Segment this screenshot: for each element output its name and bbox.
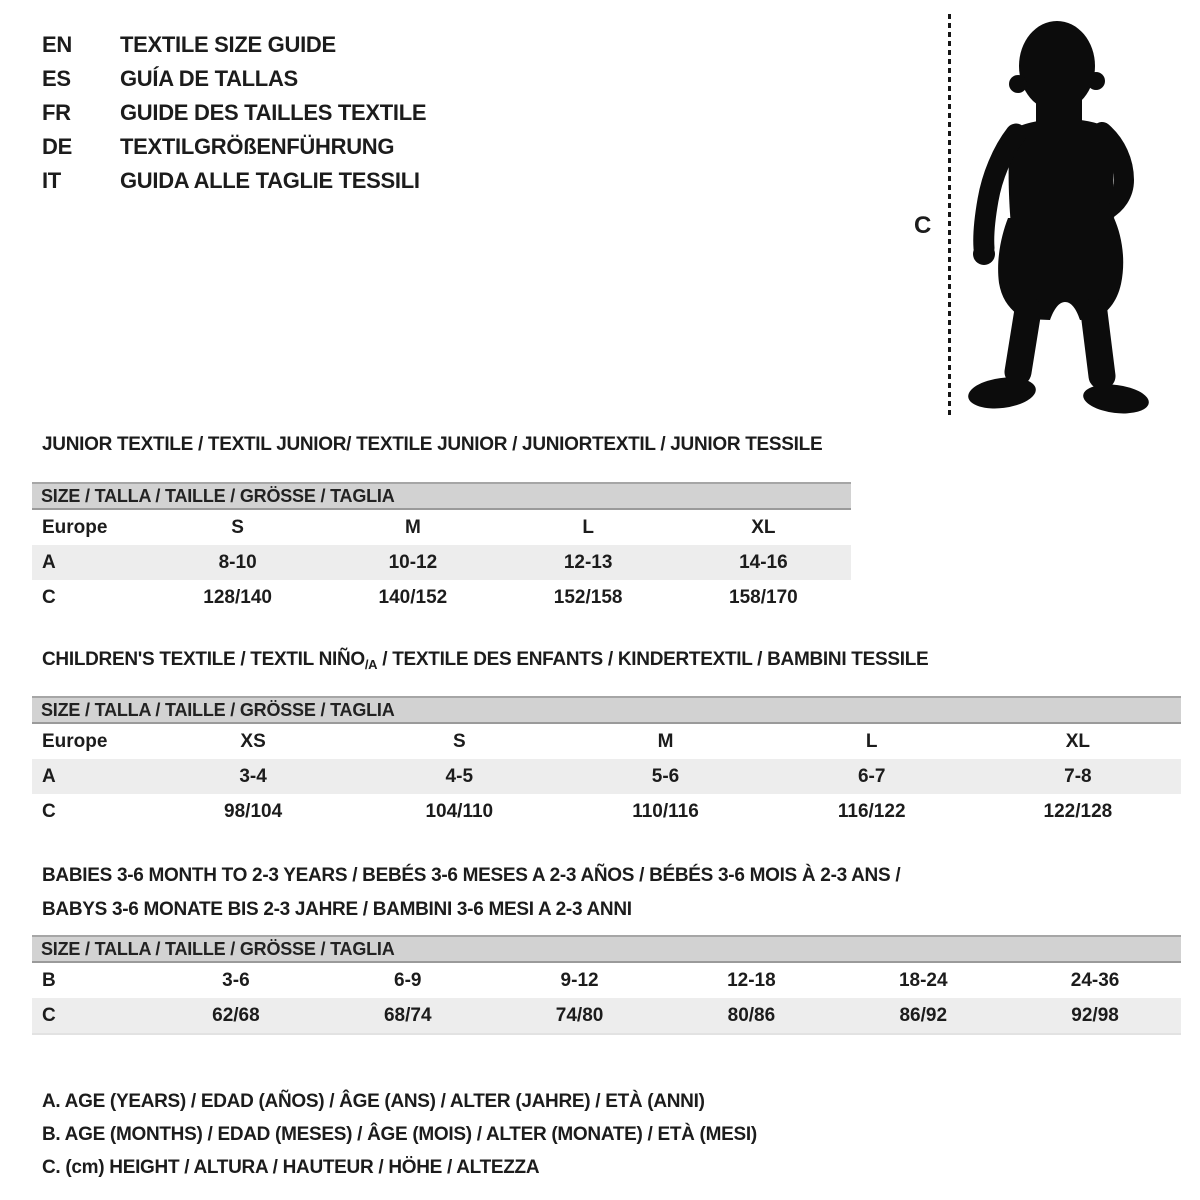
row-label: Europe [42, 516, 108, 538]
row-label: C [42, 800, 56, 822]
language-code: EN [42, 32, 72, 57]
value-cell: 140/152 [378, 586, 448, 608]
value-cell: 128/140 [203, 586, 272, 608]
value-cell: 122/128 [1043, 800, 1113, 822]
size-cell: S [452, 730, 466, 752]
children-size-table [32, 696, 1181, 829]
value-cell: 6-7 [857, 765, 886, 787]
value-cell: 68/74 [383, 1004, 432, 1026]
value-cell: 18-24 [898, 969, 948, 991]
value-cell: 10-12 [388, 551, 438, 573]
babies-section-title [32, 859, 1181, 927]
language-code: DE [42, 134, 72, 159]
value-cell: 152/158 [553, 586, 623, 608]
value-cell: 24-36 [1070, 969, 1120, 991]
value-cell: 158/170 [729, 586, 798, 608]
value-cell: 86/92 [899, 1004, 948, 1026]
row-label: A [42, 551, 56, 573]
row-label: C [42, 1004, 56, 1026]
size-header-bar: SIZE / TALLA / TAILLE / GRÖSSE / TAGLIA [32, 696, 1181, 724]
children-title-subscript: /A [364, 657, 378, 672]
babies-title-line2: BABYS 3-6 MONATE BIS 2-3 JAHRE / BAMBINI 3-6 MESI A 2-3 ANNI [42, 899, 632, 920]
language-code: IT [42, 168, 61, 193]
height-measure-label: C [914, 212, 932, 239]
row-label: Europe [42, 730, 108, 752]
language-list [42, 28, 426, 198]
row-label: B [42, 969, 56, 991]
children-title-suffix: / TEXTILE DES ENFANTS / KINDERTEXTIL / BAMBINI TESSILE [377, 649, 929, 670]
table-row [32, 794, 1181, 829]
size-cell: XL [751, 516, 776, 538]
size-cell: XL [1065, 730, 1091, 752]
language-label: GUIDE DES TAILLES TEXTILE [120, 100, 427, 125]
value-cell: 12-18 [727, 969, 776, 991]
junior-size-table [32, 482, 851, 615]
children-title-prefix: CHILDREN'S TEXTILE / TEXTIL NIÑO [42, 649, 365, 670]
legend-line-c: C. (cm) HEIGHT / ALTURA / HAUTEUR / HÖHE / ALTEZZA [42, 1157, 540, 1178]
language-code: ES [42, 66, 71, 91]
table-row [32, 510, 851, 545]
table-row [32, 998, 1181, 1033]
language-label: GUIDA ALLE TAGLIE TESSILI [120, 168, 420, 193]
size-cell: L [865, 730, 878, 752]
language-code: FR [42, 100, 71, 125]
language-label: TEXTILGRÖßENFÜHRUNG [120, 134, 395, 159]
junior-section-title: JUNIOR TEXTILE / TEXTIL JUNIOR/ TEXTILE JUNIOR / JUNIORTEXTIL / JUNIOR TESSILE [42, 434, 823, 455]
size-tables-content [32, 430, 1181, 1184]
measurement-figure [900, 8, 1170, 423]
table-row [32, 759, 1181, 794]
value-cell: 62/68 [212, 1004, 260, 1026]
value-cell: 14-16 [739, 551, 788, 573]
row-label: A [42, 765, 56, 787]
table-row [32, 724, 1181, 759]
value-cell: 3-4 [239, 765, 267, 787]
value-cell: 98/104 [224, 800, 283, 822]
value-cell: 12-13 [563, 551, 613, 573]
value-cell: 74/80 [555, 1004, 604, 1026]
size-cell: XS [240, 730, 266, 752]
value-cell: 110/116 [632, 800, 699, 822]
value-cell: 104/110 [425, 800, 494, 822]
language-label: TEXTILE SIZE GUIDE [120, 32, 336, 57]
value-cell: 6-9 [394, 969, 422, 991]
value-cell: 3-6 [222, 969, 250, 991]
language-label: GUÍA DE TALLAS [120, 66, 298, 91]
babies-title-line1: BABIES 3-6 MONTH TO 2-3 YEARS / BEBÉS 3-6 MESES A 2-3 AÑOS / BÉBÉS 3-6 MOIS À 2-3 ANS / [42, 865, 901, 886]
value-cell: 7-8 [1064, 765, 1092, 787]
size-header-bar: SIZE / TALLA / TAILLE / GRÖSSE / TAGLIA [32, 935, 1181, 963]
size-cell: M [404, 516, 421, 538]
value-cell: 9-12 [560, 969, 599, 991]
value-cell: 116/122 [837, 800, 906, 822]
size-header-bar: SIZE / TALLA / TAILLE / GRÖSSE / TAGLIA [32, 482, 851, 510]
children-section-title [32, 649, 1181, 676]
babies-size-table [32, 935, 1181, 1035]
value-cell: 8-10 [218, 551, 257, 573]
value-cell: 92/98 [1071, 1004, 1119, 1026]
size-cell: S [231, 516, 244, 538]
legend-line-a: A. AGE (YEARS) / EDAD (AÑOS) / ÂGE (ANS) / ALTER (JAHRE) / ETÀ (ANNI) [42, 1091, 705, 1112]
value-cell: 4-5 [445, 765, 474, 787]
legend-line-b: B. AGE (MONTHS) / EDAD (MESES) / ÂGE (MOIS) / ALTER (MONATE) / ETÀ (MESI) [42, 1124, 757, 1145]
value-cell: 5-6 [651, 765, 680, 787]
value-cell: 80/86 [727, 1004, 776, 1026]
table-row [32, 545, 851, 580]
size-cell: M [657, 730, 674, 752]
table-row [32, 963, 1181, 998]
measurement-legend [32, 1085, 1181, 1184]
height-dashed-line [948, 14, 951, 418]
table-row [32, 580, 851, 615]
row-label: C [42, 586, 56, 608]
size-cell: L [582, 516, 594, 538]
toddler-silhouette-icon [964, 12, 1154, 417]
